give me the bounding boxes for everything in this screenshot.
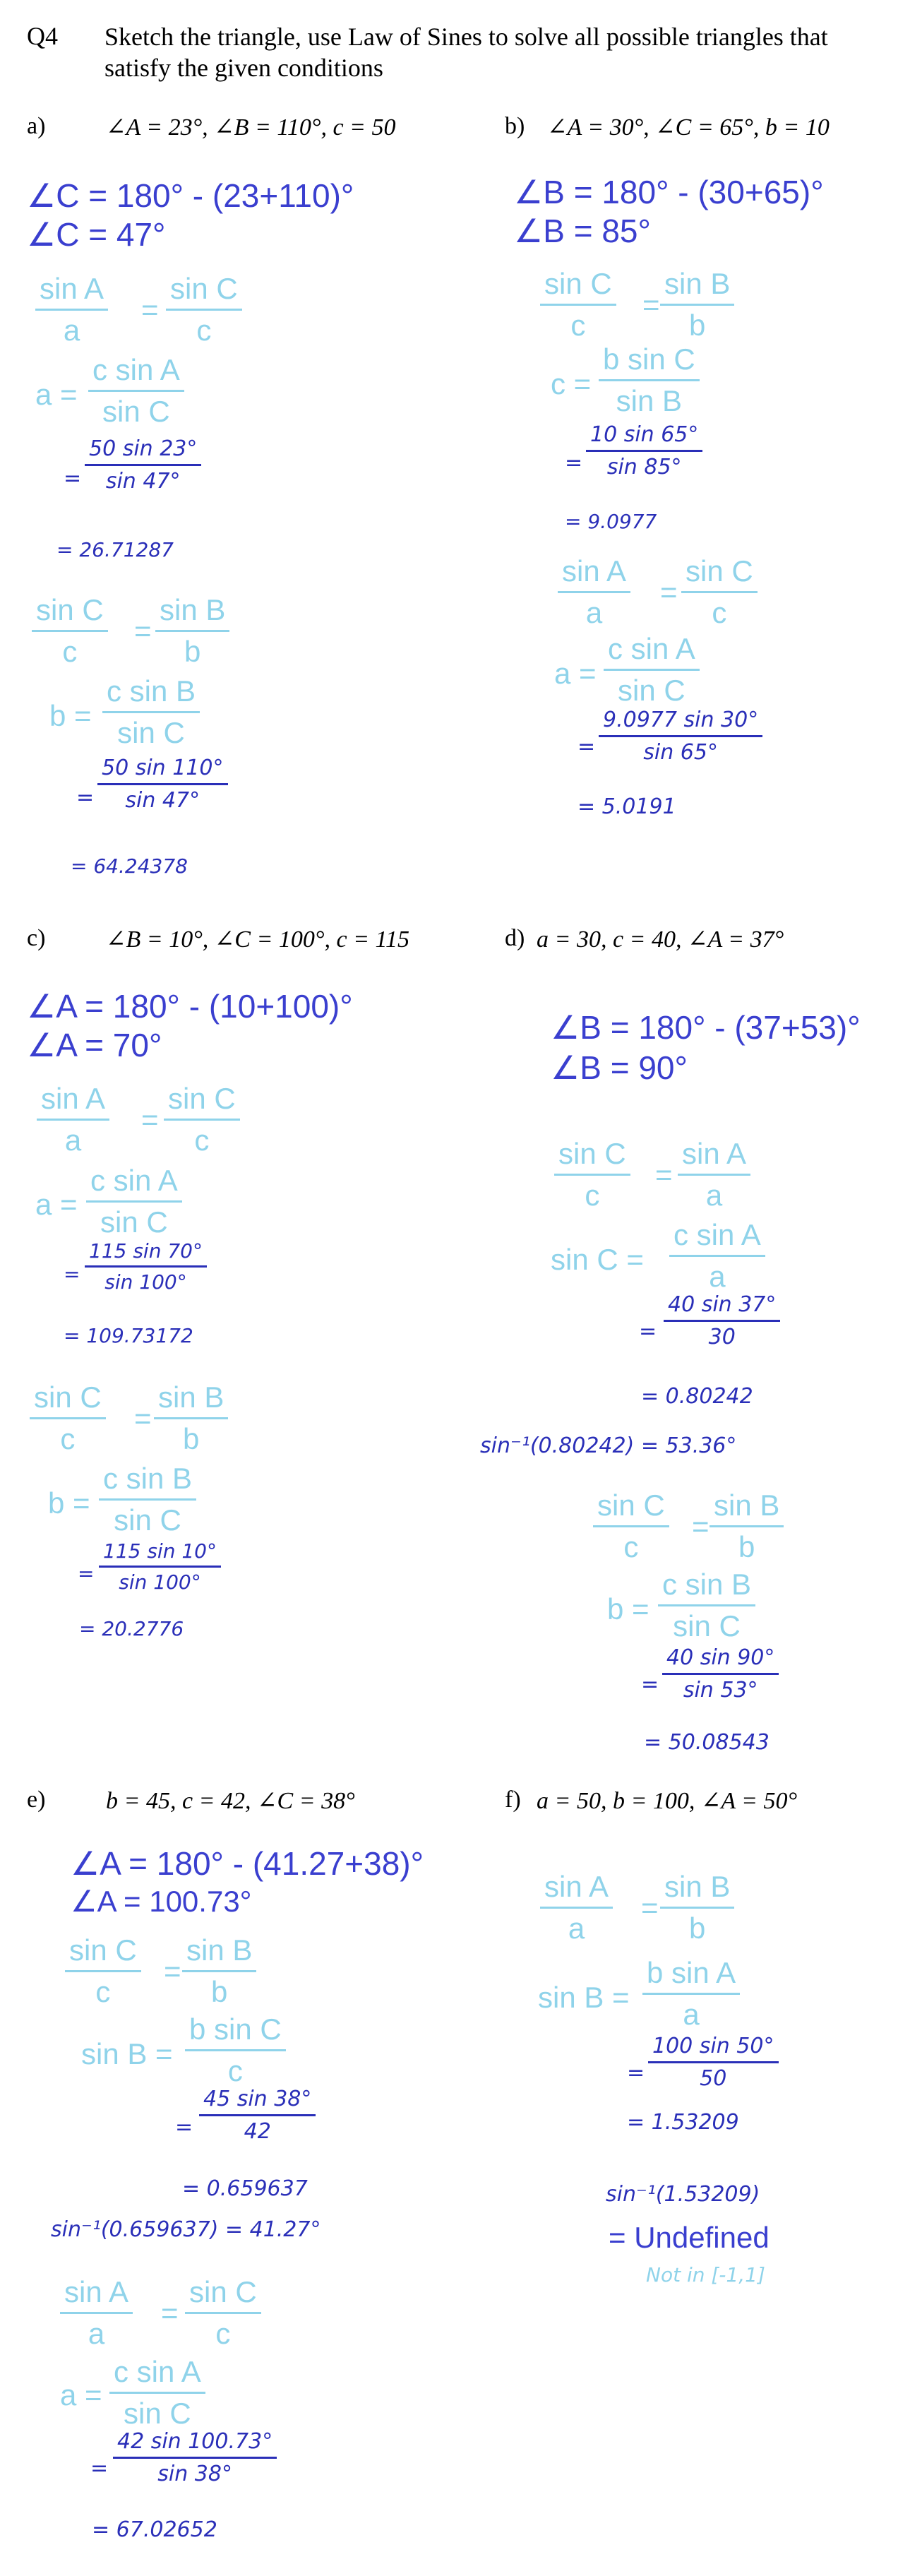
- problem-c-ratio-right: sin C c: [164, 1082, 240, 1157]
- problem-a-step2: ∠C = 47°: [27, 216, 166, 253]
- problem-b-substitution2: 9.0977 sin 30° sin 65°: [599, 708, 762, 765]
- equals-sign: =: [577, 734, 596, 759]
- equals-sign: =: [642, 288, 660, 321]
- problem-e-step1: ∠A = 180° - (41.27+38)°: [71, 1845, 424, 1882]
- problem-a-solve-fraction: c sin A sin C: [88, 353, 184, 429]
- problem-f-undefined: = Undefined: [609, 2221, 770, 2254]
- problem-d-result-b: = 50.08543: [644, 1730, 770, 1755]
- equals-sign: =: [161, 2296, 179, 2330]
- problem-f-ratio-right: sin B b: [660, 1870, 734, 1945]
- question-number: Q4: [27, 22, 58, 50]
- problem-d-solve2-lhs: b =: [607, 1592, 649, 1626]
- problem-b-solve-lhs: c =: [551, 367, 592, 400]
- equals-sign: =: [692, 1510, 710, 1543]
- problem-c-result-b: = 20.2776: [79, 1617, 184, 1640]
- problem-c-solve2-fraction: c sin B sin C: [99, 1462, 196, 1537]
- problem-d-step2: ∠B = 90°: [551, 1049, 688, 1086]
- problem-c-ratio-left: sin A a: [37, 1082, 109, 1157]
- problem-e-result-sinb: = 0.659637: [182, 2176, 308, 2201]
- equals-sign: =: [78, 1562, 95, 1585]
- problem-d-result-sinc: = 0.80242: [641, 1384, 753, 1409]
- problem-d-solve-lhs: sin C =: [551, 1243, 644, 1276]
- instruction-text: Sketch the triangle, use Law of Sines to solve all possible triangles that satisfy the given conditions: [104, 23, 828, 82]
- problem-a-result-a: = 26.71287: [56, 538, 174, 561]
- equals-sign: =: [639, 1319, 657, 1344]
- problem-f-substitution: 100 sin 50° 50: [648, 2034, 779, 2091]
- problem-b-solve2-fraction: c sin A sin C: [604, 632, 700, 708]
- problem-d-ratio2-left: sin C c: [593, 1489, 669, 1564]
- problem-f-label: f): [505, 1787, 521, 1813]
- problem-f-solve-fraction: b sin A a: [642, 1956, 740, 2032]
- problem-d-solve-fraction: c sin A a: [669, 1218, 765, 1294]
- equals-sign: =: [164, 1955, 181, 1988]
- problem-c-step2: ∠A = 70°: [27, 1027, 162, 1063]
- problem-d-label: d): [505, 925, 525, 951]
- equals-sign: =: [660, 576, 678, 609]
- problem-e-substitution: 45 sin 38° 42: [199, 2087, 316, 2144]
- problem-e-inverse-sine: sin⁻¹(0.659637) = 41.27°: [51, 2217, 321, 2242]
- problem-c-step1: ∠A = 180° - (10+100)°: [27, 988, 353, 1025]
- problem-d-substitution2: 40 sin 90° sin 53°: [662, 1645, 779, 1703]
- problem-d-ratio2-right: sin B b: [710, 1489, 784, 1564]
- problem-a-substitution: 50 sin 23° sin 47°: [85, 436, 201, 494]
- problem-b-ratio-right: sin B b: [660, 267, 734, 342]
- problem-a-solve2-fraction: c sin B sin C: [102, 674, 200, 750]
- equals-sign: =: [655, 1158, 673, 1191]
- equals-sign: =: [134, 1402, 152, 1435]
- problem-c-solve-fraction: c sin A sin C: [86, 1164, 182, 1239]
- problem-f-domain-note: Not in [-1,1]: [646, 2263, 765, 2286]
- equals-sign: =: [641, 1672, 659, 1697]
- equals-sign: =: [141, 1103, 159, 1136]
- problem-d-step1: ∠B = 180° - (37+53)°: [551, 1009, 861, 1046]
- equals-sign: =: [641, 1891, 659, 1924]
- problem-e-substitution2: 42 sin 100.73° sin 38°: [113, 2429, 277, 2486]
- problem-a-ratio-right: sin C c: [166, 272, 242, 347]
- problem-c-solve-lhs: a =: [35, 1188, 78, 1221]
- problem-c-label: c): [27, 925, 46, 951]
- equals-sign: =: [141, 293, 159, 326]
- problem-d-solve2-fraction: c sin B sin C: [658, 1568, 755, 1643]
- equals-sign: =: [134, 614, 152, 648]
- problem-e-ratio-left: sin C c: [65, 1933, 141, 2009]
- problem-b-ratio-left: sin C c: [540, 267, 616, 342]
- problem-b-given: ∠A = 30°, ∠C = 65°, b = 10: [547, 114, 830, 141]
- equals-sign: =: [565, 451, 583, 475]
- question-instruction: [104, 21, 874, 83]
- problem-e-label: e): [27, 1787, 46, 1813]
- problem-a-ratio2-right: sin B b: [155, 593, 229, 669]
- problem-f-solve-lhs: sin B =: [538, 1981, 630, 2014]
- problem-d-ratio-right: sin A a: [678, 1137, 750, 1212]
- equals-sign: =: [64, 466, 82, 491]
- problem-e-ratio2-right: sin C c: [185, 2275, 261, 2351]
- problem-c-result-a: = 109.73172: [64, 1324, 193, 1347]
- problem-e-solve-lhs: sin B =: [81, 2037, 173, 2070]
- problem-a-solve-lhs: a =: [35, 378, 78, 411]
- problem-c-solve2-lhs: b =: [48, 1486, 90, 1520]
- problem-e-result-a: = 67.02652: [92, 2517, 217, 2542]
- equals-sign: =: [76, 785, 95, 810]
- problem-f-inverse-sine: sin⁻¹(1.53209): [606, 2182, 760, 2207]
- problem-c-given: ∠B = 10°, ∠C = 100°, c = 115: [106, 926, 410, 953]
- equals-sign: =: [175, 2115, 193, 2140]
- problem-e-solve2-lhs: a =: [60, 2378, 102, 2411]
- problem-b-result-a: = 5.0191: [577, 794, 676, 819]
- problem-f-given: a = 50, b = 100, ∠A = 50°: [537, 1788, 798, 1814]
- problem-e-ratio-right: sin B b: [182, 1933, 256, 2009]
- problem-f-result-sinb: = 1.53209: [627, 2110, 739, 2135]
- equals-sign: =: [64, 1263, 80, 1286]
- problem-f-ratio-left: sin A a: [540, 1870, 613, 1945]
- problem-a-given: ∠A = 23°, ∠B = 110°, c = 50: [106, 114, 396, 141]
- problem-b-label: b): [505, 113, 525, 139]
- problem-c-ratio2-right: sin B b: [154, 1381, 228, 1456]
- problem-d-inverse-sine: sin⁻¹(0.80242) = 53.36°: [480, 1433, 737, 1458]
- problem-b-solve2-lhs: a =: [554, 657, 597, 690]
- equals-sign: =: [627, 2061, 645, 2085]
- problem-e-solve2-fraction: c sin A sin C: [109, 2355, 205, 2431]
- problem-b-solve-fraction: b sin C sin B: [599, 342, 700, 418]
- problem-e-step2: ∠A = 100.73°: [71, 1885, 252, 1918]
- problem-e-ratio2-left: sin A a: [60, 2275, 133, 2351]
- problem-a-result-b: = 64.24378: [71, 854, 188, 878]
- problem-d-given: a = 30, c = 40, ∠A = 37°: [537, 926, 784, 953]
- problem-c-substitution2: 115 sin 10° sin 100°: [99, 1539, 221, 1594]
- problem-b-result-c: = 9.0977: [565, 510, 657, 533]
- problem-b-ratio2-right: sin C c: [681, 554, 758, 630]
- problem-b-ratio2-left: sin A a: [558, 554, 630, 630]
- problem-d-substitution: 40 sin 37° 30: [664, 1292, 780, 1349]
- problem-b-step2: ∠B = 85°: [514, 213, 651, 249]
- equals-sign: =: [90, 2456, 109, 2481]
- problem-a-solve2-lhs: b =: [49, 699, 92, 732]
- problem-e-solve-fraction: b sin C c: [185, 2012, 286, 2088]
- problem-c-ratio2-left: sin C c: [30, 1381, 106, 1456]
- problem-a-step1: ∠C = 180° - (23+110)°: [27, 177, 354, 214]
- problem-e-given: b = 45, c = 42, ∠C = 38°: [106, 1788, 355, 1814]
- problem-a-ratio-left: sin A a: [35, 272, 108, 347]
- problem-c-substitution: 115 sin 70° sin 100°: [85, 1239, 207, 1294]
- problem-d-ratio-left: sin C c: [554, 1137, 630, 1212]
- problem-a-substitution2: 50 sin 110° sin 47°: [97, 756, 228, 813]
- problem-a-label: a): [27, 113, 46, 139]
- problem-a-ratio2-left: sin C c: [32, 593, 108, 669]
- problem-b-substitution: 10 sin 65° sin 85°: [586, 422, 702, 479]
- problem-b-step1: ∠B = 180° - (30+65)°: [514, 174, 824, 210]
